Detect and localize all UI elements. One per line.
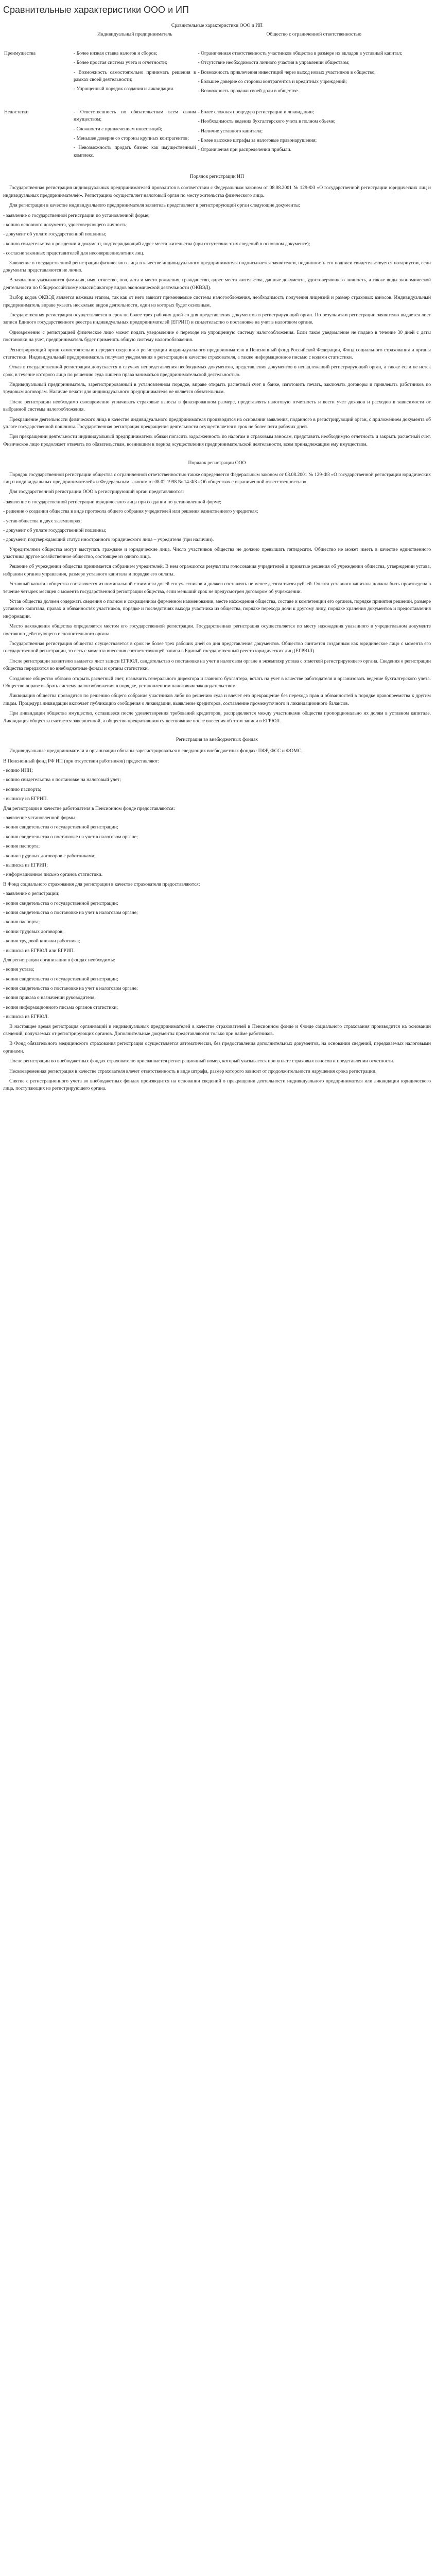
paragraph: Для регистрации в качестве индивидуального предпринимателя заявитель представляет в регистрирующий орган следующие документы: [9, 202, 300, 209]
list-item: - копия приказа о назначении руководителя; [3, 995, 96, 1001]
paragraph: После регистрации заявителю выдается лист записи ЕГРЮЛ, свидетельство о постановке на учет в налоговом органе и экземпляр устава с отметкой регистрирующего органа. Сведения о регистрации общества передаются во внебюджетные фонды и органы статистики. [3, 658, 431, 672]
list-title: Для регистрации в качестве работодателя в Пенсионном фонде предоставляются: [3, 805, 175, 811]
list-item: - копию ИНН; [3, 768, 33, 774]
list-line: - заявление о государственной регистрации по установленной форме; [3, 212, 150, 218]
table-header-ip: Индивидуальный предприниматель [97, 31, 172, 38]
cell-line: - Упрощенный порядок создания и ликвидации. [74, 86, 175, 92]
cell-line: - Отсутствие необходимости личного участия в управлении обществом; [198, 60, 350, 66]
paragraph: Заявление о государственной регистрации физического лица в качестве индивидуального предпринимателя подписывается заявителем, подлинность его подписи свидетельствуется нотариусом, если документы представляются не лично. [3, 260, 431, 273]
page-title: Сравнительные характеристики ООО и ИП [3, 5, 189, 15]
paragraph: Несвоевременная регистрация в качестве страхователя влечет ответственность в виде штрафа, размер которого зависит от продолжительности нарушения срока регистрации. [9, 1068, 377, 1074]
list-item: - копия свидетельства о государственной регистрации; [3, 900, 118, 906]
paragraph: Место нахождения общества определяется местом его государственной регистрации. Государственная регистрация осуществляется по месту нахождения указанного в учредительном документе постоянно действующего исполнительного органа. [3, 623, 431, 637]
ip-registration-section [3, 173, 431, 448]
paragraph: После регистрации необходимо своевременно уплачивать страховые взносы в фиксированном размере, представлять налоговую отчетность и вести учет доходов и расходов в зависимости от выбранной системы налогообложения. [3, 399, 431, 413]
cell-line: - Меньшее доверие со стороны крупных контрагентов; [74, 135, 189, 141]
page [0, 0, 436, 1108]
paragraph: Устав общества должен содержать сведения о полном и сокращенном фирменном наименовании, месте нахождения общества, составе и компетенции его органов, порядке принятия решений, размере уставного капитала, правах и обязанностях участников, порядке и последствиях выхода участника из общества, порядке перехода доли к другому лицу, порядке хранения документов и предоставления информации. [3, 599, 431, 619]
paragraph: Прекращение деятельности физического лица в качестве индивидуального предпринимателя производится на основании заявления, поданного в регистрирующий орган, с приложением документа об уплате государственной пошлины. Государственная регистрация прекращения деятельности осуществляется в срок не более пяти рабочих дней. [3, 416, 431, 430]
cell-line: - Более сложная процедура регистрации и ликвидации; [198, 109, 315, 115]
list-line: - документ об уплате государственной пошлины; [3, 527, 107, 533]
paragraph: Снятие с регистрационного учета во внебюджетных фондах производится на основании сведений о прекращении деятельности индивидуального предпринимателя или ликвидации юридического лица, поступающих из регистрирующего органа. [3, 1078, 431, 1092]
list-item: - копию свидетельства о постановке на налоговый учет; [3, 777, 121, 783]
list-item: - выписку из ЕГРИП. [3, 796, 48, 802]
cell-line: - Невозможность продать бизнес как имущественный комплекс. [74, 145, 196, 158]
cell-line: - Ограничения при распределении прибыли. [198, 147, 291, 153]
paragraph: Для государственной регистрации ООО в регистрирующий орган представляются: [9, 489, 184, 495]
list-line: - заявление о государственной регистрации юридического лица при создании по установленной форме; [3, 499, 221, 505]
list-item: - выписка из ЕГРЮЛ. [3, 1014, 49, 1020]
section-heading: Порядок регистрации ИП [189, 174, 245, 180]
list-title: В Фонд социального страхования для регистрации в качестве страхователя предоставляются: [3, 881, 200, 887]
list-line: - устав общества в двух экземплярах; [3, 518, 82, 524]
cell-line: - Ответственность по обязательствам всем своим имуществом; [74, 109, 196, 123]
list-line: - копию свидетельства о рождении и документ, подтверждающий адрес места жительства (при отсутствии этих сведений в основном документе); [3, 241, 310, 247]
ooo-disadvantages-cell [197, 108, 431, 162]
list-item: - копия свидетельства о постановке на учет в налоговом органе; [3, 986, 138, 992]
table-header-empty [3, 30, 73, 39]
paragraph: Уставный капитал общества составляется из номинальной стоимости долей его участников и должен составлять не менее десяти тысяч рублей. Оплата уставного капитала должна быть произведена в течение четырех месяцев с момента государственной регистрации общества, если меньший срок не предусмотрен договором об учреждении. [3, 581, 431, 595]
cell-line: - Большее доверие со стороны контрагентов и кредитных учреждений; [198, 78, 347, 84]
paragraph: Порядок государственной регистрации общества с ограниченной ответственностью также определяется Федеральным законом от 08.08.2001 № 129-ФЗ «О государственной регистрации юридических лиц и индивидуальных предпринимателей» и Федеральным законом от 08.02.1998 № 14-ФЗ «Об обществах с ограниченной ответственностью». [3, 471, 431, 485]
paragraph: При ликвидации общества имущество, оставшееся после удовлетворения требований кредиторов, распределяется между участниками общества пропорционально их долям в уставном капитале. Ликвидация общества считается завершенной, а общество прекратившим существование после внесения об этом записи в ЕГРЮЛ. [3, 710, 431, 724]
paragraph: В настоящее время регистрация организаций и индивидуальных предпринимателей в качестве страхователей в Пенсионном фонде и Фонде социального страхования производится на основании сведений, получаемых от регистрирующих органов. Дополнительные документы представляются только при найме работников. [3, 1023, 431, 1037]
list-title: В Пенсионный фонд РФ ИП (при отсутствии работников) предоставляют: [3, 758, 160, 764]
table-caption: Сравнительные характеристики ООО и ИП [171, 23, 263, 28]
table-row-disadvantages [3, 108, 431, 162]
list-item: - копии трудовых договоров с работниками; [3, 853, 96, 859]
ooo-registration-section [3, 460, 431, 725]
list-line: - согласие законных представителей для несовершеннолетних лиц. [3, 250, 145, 257]
list-item: - копия информационного письма органов статистики; [3, 1004, 118, 1010]
paragraph: Выбор кодов ОКВЭД является важным этапом, так как от него зависят применяемые системы налогообложения, необходимость получения лицензий и размер страховых взносов. Индивидуальный предприниматель вправе указать несколько видов деятельности, один из которых будет основным. [3, 295, 431, 308]
row-label: Недостатки [4, 109, 29, 115]
paragraph: В Фонд обязательного медицинского страхования регистрация осуществляется автоматически, без предоставления дополнительных документов, на основании сведений, передаваемых налоговыми органами. [3, 1041, 431, 1054]
cell-line: - Сложности с привлечением инвестиций; [74, 126, 163, 132]
cell-line: - Наличие уставного капитала; [198, 128, 263, 134]
funds-registration-section [3, 736, 431, 1093]
paragraph: Государственная регистрация осуществляется в срок не более трех рабочих дней со дня представления документов в регистрирующий орган. По результатам регистрации заявителю выдается лист записи Единого государственного реестра индивидуальных предпринимателей (ЕГРИП) и свидетельство о постановке на учет в налоговом органе. [3, 312, 431, 326]
list-item: - копию паспорта; [3, 786, 41, 792]
document-list [3, 815, 431, 879]
paragraph: Отказ в государственной регистрации допускается в случаях непредставления необходимых документов, представления документов в ненадлежащий регистрирующий орган, а также если не истек срок, в течение которого лицо по решению суда лишено права заниматься предпринимательской деятельностью. [3, 364, 431, 378]
list-item: - копия свидетельства о государственной регистрации; [3, 976, 118, 982]
table-header-row [3, 30, 431, 39]
comparison-table [3, 30, 431, 162]
paragraph: Одновременно с регистрацией физическое лицо может подать уведомление о переходе на упрощенную систему налогообложения. Если такое уведомление не подано в течение 30 дней с даты постановки на учет, предприниматель будет применять общую систему налогообложения. [3, 329, 431, 343]
cell-line: - Возможность продажи своей доли в обществе. [198, 88, 299, 94]
paragraph: Индивидуальный предприниматель, зарегистрированный в установленном порядке, вправе открыть расчетный счет в банке, изготовить печать, заключать договоры и привлекать работников по трудовым договорам. Наличие печати для индивидуального предпринимателя не является обязательным. [3, 382, 431, 395]
list-item: - копия паспорта; [3, 919, 40, 925]
document-list [3, 966, 431, 1021]
paragraph: Государственная регистрация общества осуществляется в срок не более трех рабочих дней со дня представления документов. Общество считается созданным как юридическое лицо с момента его государственной регистрации, то есть с момента внесения соответствующей записи в Единый государственный реестр юридических лиц (ЕГРЮЛ). [3, 641, 431, 654]
paragraph: Ликвидация общества проводится по решению общего собрания участников либо по решению суда и влечет его прекращение без перехода прав и обязанностей в порядке правопреемства к другим лицам. Процедура ликвидации включает публикацию сообщения о ликвидации, выявление кредиторов, составление промежуточного и ликвидационного балансов. [3, 693, 431, 706]
row-label: Преимущества [4, 50, 36, 56]
list-line: - документ, подтверждающий статус иностранного юридического лица – учредителя (при наличии). [3, 537, 214, 543]
paragraph: После регистрации во внебюджетных фондах страхователю присваивается регистрационный номер, который указывается при уплате страховых взносов и представлении отчетности. [9, 1058, 394, 1064]
paragraph: Государственная регистрация индивидуальных предпринимателей проводится в соответствии с Федеральным законом от 08.08.2001 № 129-ФЗ «О государственной регистрации юридических лиц и индивидуальных предпринимателей». Регистрацию осуществляет налоговый орган по месту жительства физического лица. [3, 185, 431, 198]
section-heading: Порядок регистрации ООО [188, 460, 246, 466]
paragraph: При прекращении деятельности индивидуальный предприниматель обязан погасить задолженность по налогам и страховым взносам, представить необходимую отчетность и закрыть расчетный счет. Физическое лицо продолжает отвечать по обязательствам, возникшим в период осуществления предпринимательской деятельности, всем принадлежащим ему имуществом. [3, 434, 431, 447]
paragraph: Решение об учреждении общества принимается собранием учредителей. В нем отражаются результаты голосования учредителей и принятые решения об учреждении общества, утверждении устава, избрании органов управления, размере уставного капитала и порядке его оплаты. [3, 564, 431, 577]
list-item: - копия свидетельства о постановке на учет в налоговом органе; [3, 909, 138, 916]
document-list [3, 767, 431, 803]
list-item: - заявление установленной формы; [3, 815, 77, 821]
list-item: - копия свидетельства о государственной регистрации; [3, 824, 118, 831]
paragraph: Созданное общество обязано открыть расчетный счет, назначить генерального директора и главного бухгалтера, встать на учет в качестве работодателя и организовать ведение бухгалтерского учета. Общество вправе выбрать систему налогообложения в порядке, установленном налоговым законодательством. [3, 675, 431, 689]
list-line: - решение о создании общества в виде протокола общего собрания учредителей или решения единственного учредителя; [3, 509, 258, 515]
list-item: - копия устава; [3, 967, 34, 973]
table-row-advantages [3, 49, 431, 98]
cell-line: - Более высокие штрафы за налоговые правонарушения; [198, 137, 317, 143]
list-item: - выписка из ЕГРЮЛ или ЕГРИП. [3, 947, 75, 954]
list-title: Для регистрации организации в фондах необходимы: [3, 957, 115, 963]
paragraph: Учредителями общества могут выступать граждане и юридические лица. Число участников общества не должно превышать пятидесяти. Общество не может иметь в качестве единственного участника другое хозяйственное общество, состоящее из одного лица. [3, 546, 431, 560]
cell-line: - Ограниченная ответственность участников общества в размере их вкладов в уставный капитал; [198, 50, 403, 56]
list-item: - копия паспорта; [3, 843, 40, 850]
section-heading: Регистрация во внебюджетных фондах [176, 736, 258, 742]
paragraph: В заявлении указываются фамилия, имя, отчество, пол, дата и место рождения, гражданство, адрес места жительства, данные документа, удостоверяющего личность, а также виды экономической деятельности по Общероссийскому классификатору видов экономической деятельности (ОКВЭД). [3, 277, 431, 291]
document-list [3, 890, 431, 955]
table-header-ooo: Общество с ограниченной ответственностью [266, 31, 362, 38]
ip-disadvantages-cell [73, 108, 197, 162]
cell-line: - Более низкая ставка налогов и сборов; [74, 50, 158, 56]
list-line: - документ об уплате государственной пошлины; [3, 231, 107, 238]
list-item: - заявление о регистрации; [3, 891, 60, 897]
cell-line: - Более простая система учета и отчетности; [74, 60, 167, 66]
list-line: - копию основного документа, удостоверяющего личность; [3, 222, 128, 228]
ip-advantages-cell [73, 49, 197, 98]
paragraph: Регистрирующий орган самостоятельно передает сведения о регистрации индивидуального предпринимателя в Пенсионный фонд Российской Федерации, Фонд социального страхования и органы статистики. Индивидуальный предприниматель получает уведомления о регистрации в качестве страхователя, а также информационное письмо с кодами статистики. [3, 347, 431, 360]
ooo-advantages-cell [197, 49, 431, 98]
list-item: - копия свидетельства о постановке на учет в налоговом органе; [3, 834, 138, 840]
cell-line: - Возможность привлечения инвестиций через выход новых участников в общество; [198, 69, 376, 75]
cell-line: - Возможность самостоятельно принимать решения в рамках своей деятельности; [74, 69, 196, 82]
list-item: - копия трудовой книжки работника; [3, 938, 80, 944]
list-item: - информационное письмо органов статистики. [3, 872, 103, 878]
list-item: - выписка из ЕГРИП; [3, 862, 48, 868]
cell-line: - Необходимость ведения бухгалтерского учета в полном объеме; [198, 118, 336, 125]
paragraph: Индивидуальные предприниматели и организации обязаны зарегистрироваться в следующих внебюджетных фондах: ПФР, ФСС и ФОМС. [9, 748, 303, 754]
list-item: - копии трудовых договоров; [3, 928, 64, 935]
